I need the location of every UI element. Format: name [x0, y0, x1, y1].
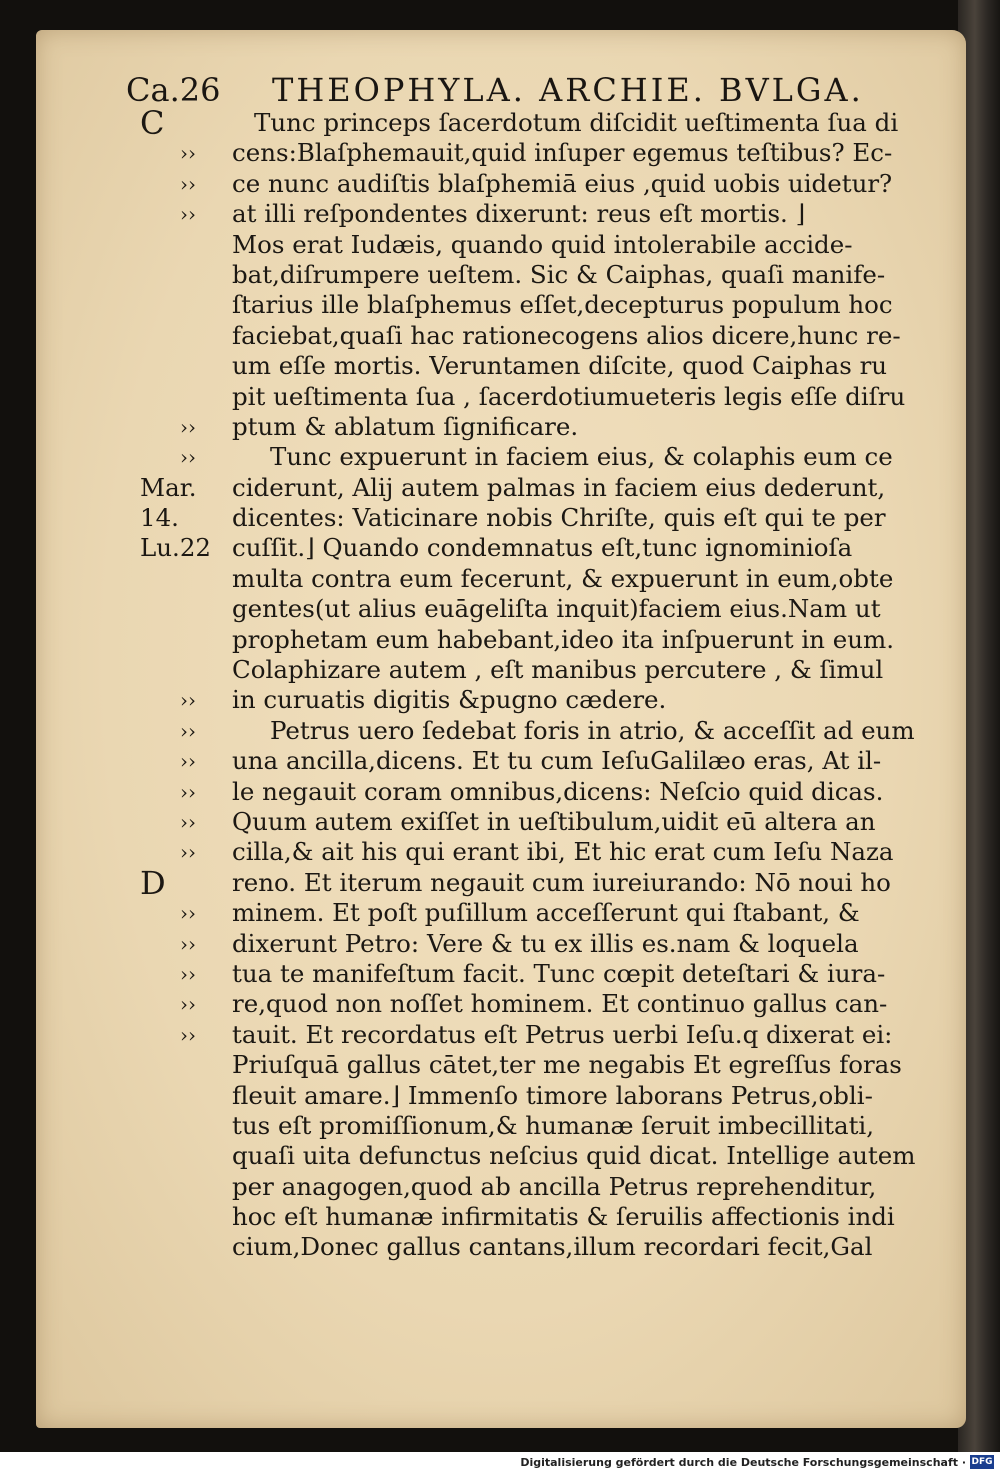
text-line: ce nunc audiſtis blaſphemiā eius ,quid uobis uidetur? [232, 168, 893, 198]
text-line: Tunc expuerunt in faciem eius, & colaphis eum ce [270, 442, 893, 472]
margin-row [126, 230, 231, 260]
dfg-logo: DFG [971, 1457, 993, 1467]
text-line: re,quod non noſſet hominem. Et continuo gallus can- [232, 989, 888, 1019]
margin-row [126, 473, 231, 503]
footer-credit: Digitalisierung gefördert durch die Deutsche Forschungsgemeinschaft · [520, 1456, 966, 1469]
margin-row [126, 442, 231, 472]
quote-mark: ›› [180, 809, 196, 834]
text-line: hoc eſt humanæ infirmitatis & ſeruilis affectionis indi [232, 1202, 895, 1232]
margin-row [126, 503, 231, 533]
margin-row [126, 594, 231, 624]
margin-row [126, 989, 231, 1019]
margin-row [126, 351, 231, 381]
text-line: una ancilla,dicens. Et tu cum IeſuGalilæo eras, At il- [232, 746, 882, 776]
quote-mark: ›› [180, 779, 196, 804]
text-line: prophetam eum habebant,ideo ita inſpuerunt in eum. [232, 624, 895, 654]
quote-mark: ›› [180, 445, 196, 470]
quote-mark: ›› [180, 992, 196, 1017]
text-line: per anagogen,quod ab ancilla Petrus reprehenditur, [232, 1171, 877, 1201]
section-letter-c: C [140, 104, 165, 142]
digitization-footer [0, 1452, 1000, 1474]
margin-row [126, 412, 231, 442]
text-line: bat,diſrumpere ueſtem. Sic & Caiphas, quaſi manife- [232, 259, 886, 289]
margin-row [126, 777, 231, 807]
margin-ref-lu: Lu.22 [140, 533, 212, 563]
text-line: Quum autem exiſſet in ueſtibulum,uidit eū altera an [232, 806, 876, 836]
quote-mark: ›› [180, 1022, 196, 1047]
text-line: pit ueſtimenta ſua , ſacerdotiumueteris legis eſſe diſru [232, 381, 906, 411]
text-line: Petrus uero ſedebat foris in atrio, & acceſſit ad eum [270, 715, 915, 745]
margin-row [126, 685, 231, 715]
quote-mark: ›› [180, 931, 196, 956]
quote-mark: ›› [180, 840, 196, 865]
text-line: ptum & ablatum ſignificare. [232, 411, 579, 441]
text-line: minem. Et poſt puſillum acceſſerunt qui ſtabant, & [232, 898, 860, 928]
margin-row [126, 929, 231, 959]
margin-row [126, 533, 231, 563]
margin-column [126, 104, 231, 1050]
margin-row [126, 169, 231, 199]
quote-mark: ›› [180, 202, 196, 227]
text-line: tauit. Et recordatus eſt Petrus uerbi Ieſu.q dixerat ei: [232, 1019, 893, 1049]
text-line: fleuit amare.⌋ Immenſo timore laborans Petrus,obli- [232, 1080, 873, 1110]
margin-row [126, 321, 231, 351]
text-line: gentes(ut alius euāgeliſta inquit)faciem eius.Nam ut [232, 594, 881, 624]
quote-mark: ›› [180, 414, 196, 439]
text-line: ciderunt, Alij autem palmas in faciem eius dederunt, [232, 472, 886, 502]
text-line: tus eſt promiſſionum,& humanæ ſeruit imbecillitati, [232, 1110, 875, 1140]
margin-row [126, 863, 231, 902]
quote-mark: ›› [180, 749, 196, 774]
running-head: THEOPHYLA. ARCHIE. BVLGA. [272, 71, 864, 109]
text-line: quaſi uita defunctus neſcius quid dicat. Intellige autem [232, 1141, 916, 1171]
text-line: Colaphizare autem , eſt manibus percutere , & ſimul [232, 655, 884, 685]
margin-row [126, 382, 231, 412]
text-line: in curuatis digitis &pugno cædere. [232, 685, 667, 715]
margin-row [126, 716, 231, 746]
quote-mark: ›› [180, 718, 196, 743]
quote-mark: ›› [180, 688, 196, 713]
margin-row [126, 655, 231, 685]
margin-ref-14: 14. [140, 503, 179, 533]
margin-ref-mar: Mar. [140, 472, 197, 502]
text-line: multa contra eum fecerunt, & expuerunt in eum,obte [232, 563, 894, 593]
text-line: tua te manifeſtum facit. Tunc cœpit deteſtari & iura- [232, 958, 886, 988]
section-letter-d: D [140, 863, 166, 902]
text-line: Mos erat Iudæis, quando quid intolerabile accide- [232, 229, 853, 259]
margin-row [126, 625, 231, 655]
text-line: faciebat,quaſi hac rationecogens alios dicere,hunc re- [232, 320, 901, 350]
text-line: Tunc princeps ſacerdotum diſcidit ueſtimenta ſua di [254, 108, 899, 137]
text-line: cilla,& ait his qui erant ibi, Et hic erat cum Ieſu Naza [232, 837, 894, 867]
text-line: cuſſit.⌋ Quando condemnatus eſt,tunc ignominioſa [232, 533, 853, 563]
text-line: ſtarius ille blaſphemus eſſet,decepturus populum hoc [232, 290, 893, 320]
margin-row [126, 260, 231, 290]
text-line: le negauit coram omnibus,dicens: Neſcio quid dicas. [232, 776, 884, 806]
text-line: at illi reſpondentes dixerunt: reus eſt mortis. ⌋ [232, 199, 806, 229]
margin-row [126, 104, 231, 142]
margin-row [126, 807, 231, 837]
margin-row [126, 564, 231, 594]
text-line: Priuſquā gallus cātet,ter me negabis Et egreſſus foras [232, 1050, 902, 1080]
margin-row [126, 199, 231, 229]
page-number: Ca.26 [126, 71, 221, 109]
text-line: reno. Et iterum negauit cum iureiurando: Nō noui ho [232, 867, 891, 897]
main-text-block [232, 108, 932, 1263]
text-line: um eſſe mortis. Veruntamen diſcite, quod Caiphas ru [232, 351, 888, 381]
margin-row [126, 138, 231, 168]
text-line: dixerunt Petro: Vere & tu ex illis es.nam & loquela [232, 928, 859, 958]
text-line: cens:Blaſphemauit,quid inſuper egemus teſtibus? Ec- [232, 138, 893, 168]
quote-mark: ›› [180, 901, 196, 926]
margin-row [126, 746, 231, 776]
margin-row [126, 290, 231, 320]
text-line: cium,Donec gallus cantans,illum recordari fecit,Gal [232, 1232, 873, 1262]
quote-mark: ›› [180, 961, 196, 986]
text-line: dicentes: Vaticinare nobis Chriſte, quis eſt qui te per [232, 503, 886, 533]
quote-mark: ›› [180, 171, 196, 196]
margin-row [126, 898, 231, 928]
margin-row [126, 959, 231, 989]
margin-row [126, 1020, 231, 1050]
quote-mark: ›› [180, 141, 196, 166]
